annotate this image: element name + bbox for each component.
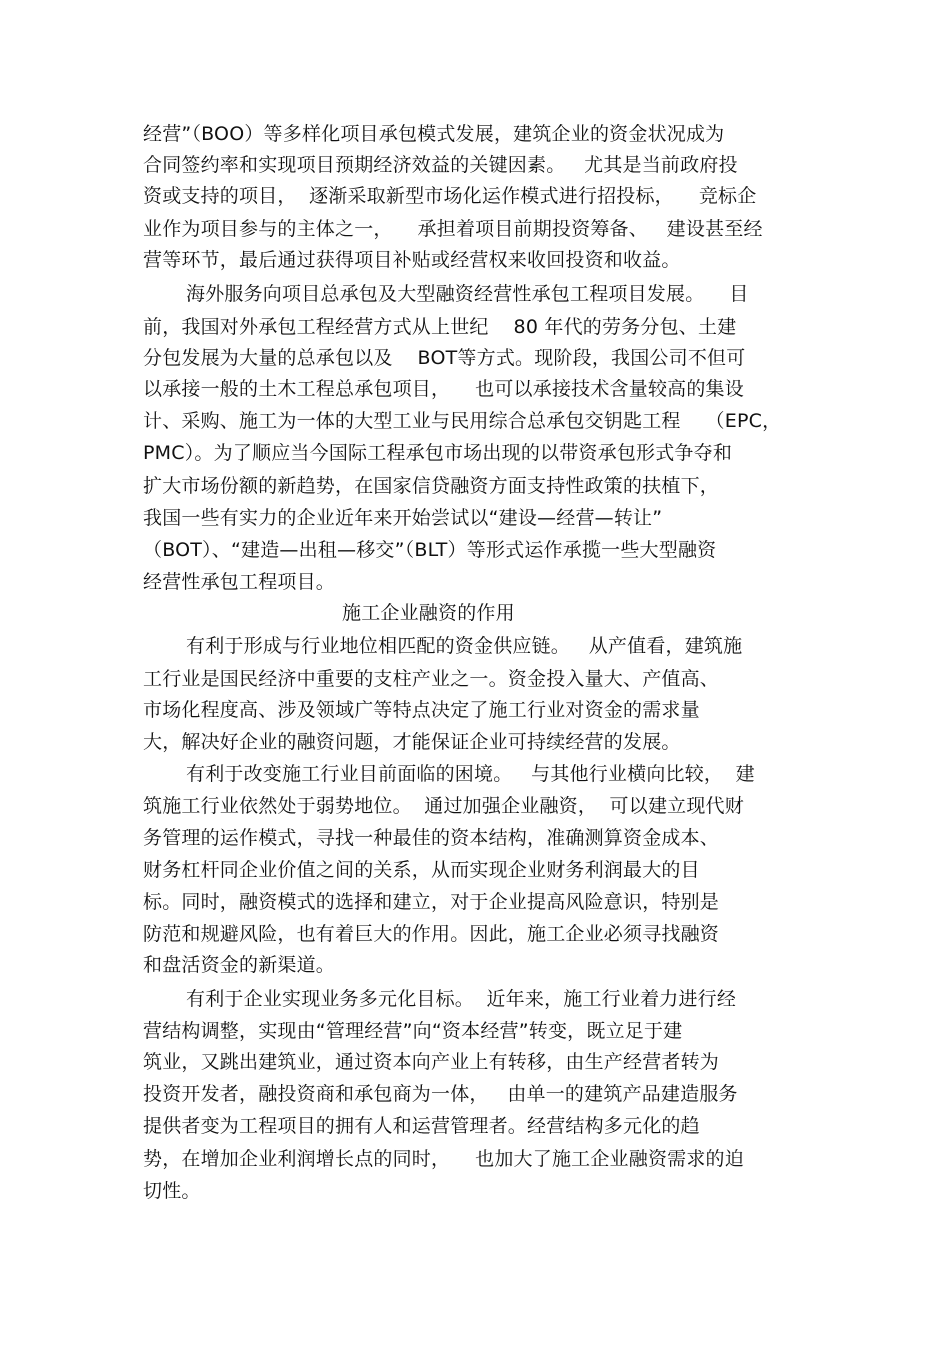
text-line: 资或支持的项目， 逐渐采取新型市场化运作模式进行招投标， 竞标企 (143, 185, 757, 207)
text-line: 财务杠杆同企业价值之间的关系，从而实现企业财务利润最大的目 (143, 859, 700, 881)
text-line: 务管理的运作模式，寻找一种最佳的资本结构，准确测算资金成本、 (143, 827, 720, 849)
paragraph-start-line: 海外服务向项目总承包及大型融资经营性承包工程项目发展。 目 (186, 283, 749, 305)
section-heading: 施工企业融资的作用 (342, 602, 515, 624)
text-line: 筑业，又跳出建筑业，通过资本向产业上有转移，由生产经营者转为 (143, 1051, 720, 1073)
text-line: 业作为项目参与的主体之一， 承担着项目前期投资筹备、 建设甚至经 (143, 218, 763, 240)
text-line: 切性。 (143, 1180, 201, 1202)
text-line: 计、采购、施工为一体的大型工业与民用综合总承包交钥匙工程 （EPC， (143, 410, 782, 432)
text-line: 以承接一般的土木工程总承包项目， 也可以承接技术含量较高的集设 (143, 378, 744, 400)
text-line: 势，在增加企业利润增长点的同时， 也加大了施工企业融资需求的迫 (143, 1148, 744, 1170)
text-line: 营等环节，最后通过获得项目补贴或经营权来收回投资和收益。 (143, 249, 681, 271)
text-line: 经营”（BOO）等多样化项目承包模式发展，建筑企业的资金状况成为 (143, 123, 725, 145)
text-line: 营结构调整，实现由“管理经营”向“资本经营”转变，既立足于建 (143, 1020, 683, 1042)
text-line: 大，解决好企业的融资问题，才能保证企业可持续经营的发展。 (143, 731, 681, 753)
text-line: 分包发展为大量的总承包以及 BOT等方式。现阶段，我国公司不但可 (143, 347, 746, 369)
text-line: 和盘活资金的新渠道。 (143, 954, 336, 976)
text-line: 筑施工行业依然处于弱势地位。 通过加强企业融资， 可以建立现代财 (143, 795, 744, 817)
text-line: （BOT）、“建造—出租—移交”（BLT）等形式运作承揽一些大型融资 (143, 539, 717, 561)
text-line: 我国一些有实力的企业近年来开始尝试以“建设—经营—转让” (143, 507, 663, 529)
text-line: 标。同时，融资模式的选择和建立，对于企业提高风险意识，特别是 (143, 891, 720, 913)
text-line: 防范和规避风险，也有着巨大的作用。因此，施工企业必须寻找融资 (143, 923, 720, 945)
text-line: 经营性承包工程项目。 (143, 571, 336, 593)
text-line: 合同签约率和实现项目预期经济效益的关键因素。 尤其是当前政府投 (143, 154, 738, 176)
text-line: 前，我国对外承包工程经营方式从上世纪 80 年代的劳务分包、土建 (143, 316, 737, 338)
paragraph-start-line: 有利于改变施工行业目前面临的困境。 与其他行业横向比较， 建 (186, 763, 755, 785)
text-line: 投资开发者，融投资商和承包商为一体， 由单一的建筑产品建造服务 (143, 1083, 738, 1105)
paragraph-start-line: 有利于形成与行业地位相匹配的资金供应链。 从产值看，建筑施 (186, 635, 743, 657)
text-line: 提供者变为工程项目的拥有人和运营管理者。经营结构多元化的趋 (143, 1115, 700, 1137)
text-line: PMC）。为了顺应当今国际工程承包市场出现的以带资承包形式争夺和 (143, 442, 733, 464)
text-line: 市场化程度高、涉及领域广等特点决定了施工行业对资金的需求量 (143, 699, 700, 721)
text-line: 扩大市场份额的新趋势，在国家信贷融资方面支持性政策的扶植下， (143, 475, 720, 497)
text-line: 工行业是国民经济中重要的支柱产业之一。资金投入量大、产值高、 (143, 668, 720, 690)
paragraph-start-line: 有利于企业实现业务多元化目标。 近年来，施工行业着力进行经 (186, 988, 737, 1010)
